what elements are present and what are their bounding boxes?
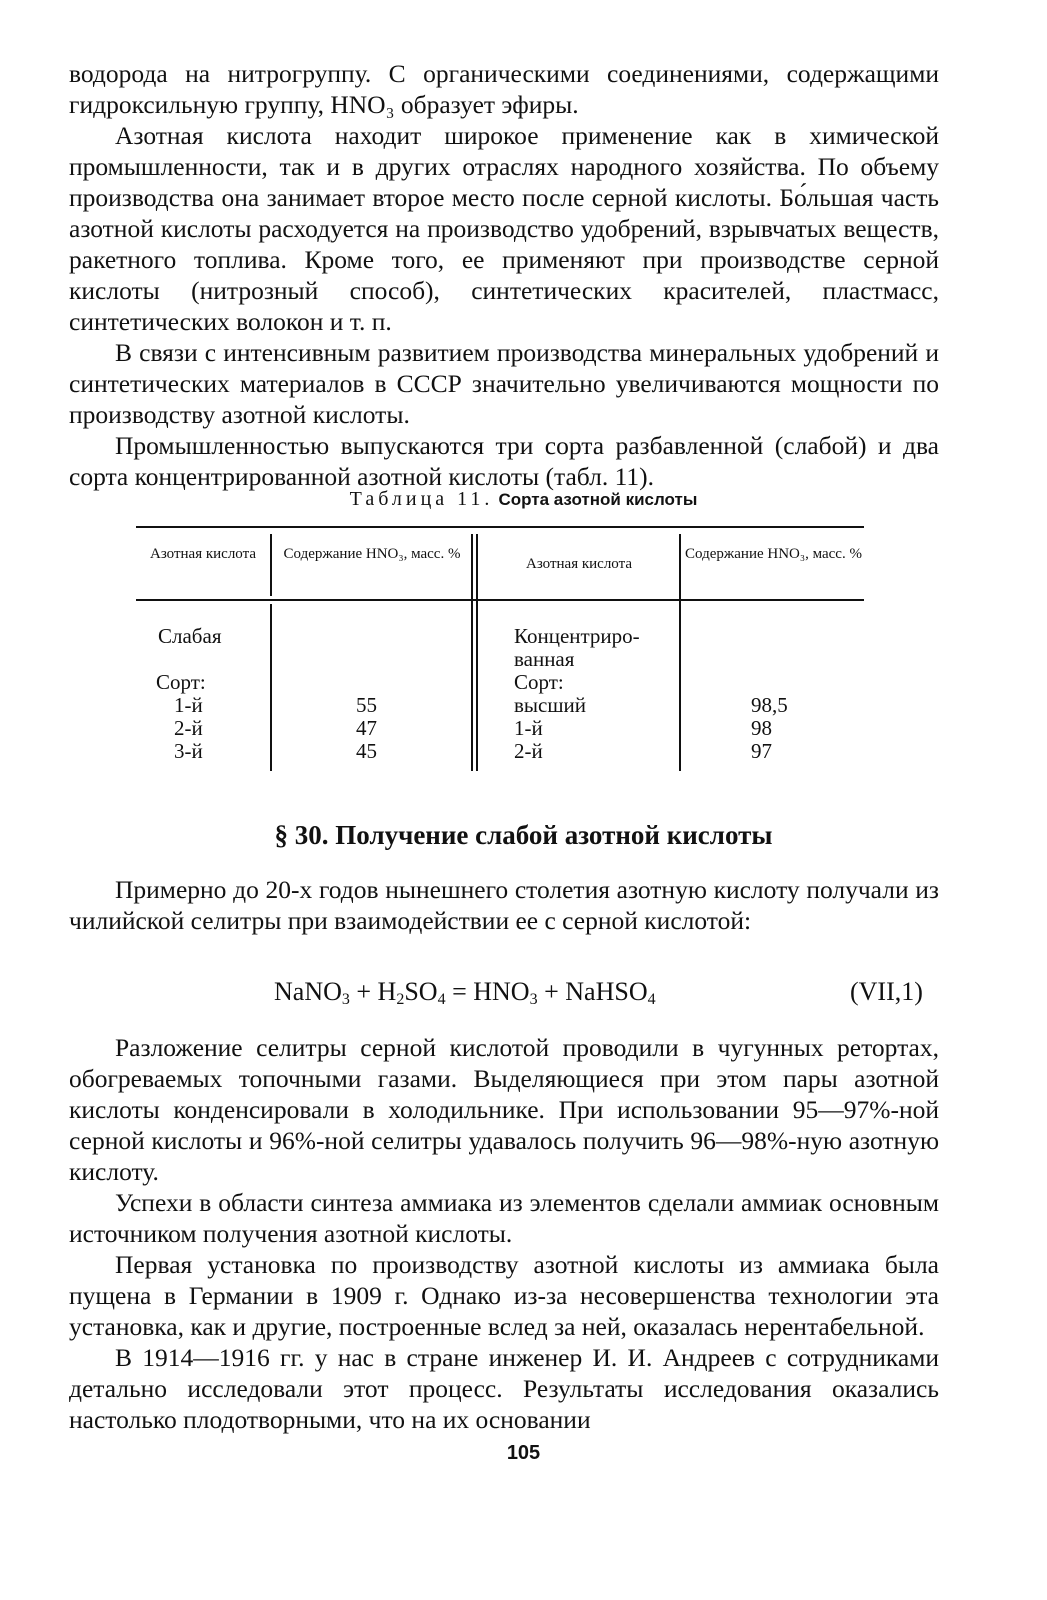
conc-grade: 2-й bbox=[514, 739, 543, 763]
paragraph: Промышленностью выпускаются три сорта разбавленной (слабой) и два сорта концентрированной азотной кислоты (табл. 11). bbox=[69, 431, 939, 491]
conc-value: 97 bbox=[751, 739, 772, 763]
weak-grade: 1-й bbox=[174, 693, 203, 717]
section-title: § 30. Получение слабой азотной кислоты bbox=[274, 820, 773, 850]
header-content-left: Содержание HNO₃, масс. % bbox=[283, 546, 461, 562]
weak-grade: 3-й bbox=[174, 739, 203, 763]
header-content-right: Содержание HNO₃, масс. % bbox=[685, 546, 862, 562]
table-caption bbox=[0, 488, 1047, 511]
text-block-bottom bbox=[69, 1032, 939, 1435]
conc-value: 98 bbox=[751, 716, 772, 740]
text-block-top bbox=[69, 58, 939, 492]
weak-value: 47 bbox=[356, 716, 377, 740]
grades-table bbox=[136, 526, 864, 771]
reaction-equation: NaNO$_3$ + $H_2SO_4 = HNO_3$ + NaHSO$_4$ bbox=[274, 977, 656, 1008]
paragraph: Успехи в области синтеза аммиака из элементов сделали аммиак основным источником получения азотной кислоты. bbox=[69, 1188, 939, 1248]
conc-grade: 1-й bbox=[514, 716, 543, 740]
paragraph: Азотная кислота находит широкое применение как в химической промышленности, так и в других отраслях народного хозяйства. По объему производства она занимает второе место после серной кислоты. Бо́льшая часть азотной кислоты расходуется на производство удобрений, взрывчатых веществ, ракетного топлива. Кроме того, ее применяют при производстве серной кислоты (нитрозный способ), синтетических красителей, пластмасс, синтетических волокон и т. п. bbox=[69, 121, 939, 336]
conc-acid-label-1: Концентриро- bbox=[514, 624, 640, 648]
page-number: 105 bbox=[506, 1442, 541, 1464]
weak-value: 45 bbox=[356, 739, 377, 763]
equation-number: (VII,1) bbox=[850, 977, 923, 1006]
conc-value: 98,5 bbox=[751, 693, 788, 717]
weak-acid-label: Слабая bbox=[158, 624, 222, 648]
paragraph: В связи с интенсивным развитием производства минеральных удобрений и синтетических материалов в СССР значительно увеличиваются мощности по производству азотной кислоты. bbox=[69, 338, 939, 429]
paragraph: Разложение селитры серной кислотой проводили в чугунных ретортах, обогреваемых топочными газами. Выделяющиеся при этом пары азотной кислоты конденсировали в холодильнике. При использовании 95—97%-ной серной кислоты и 96%-ной селитры удавалось получить 96—98%-ную азотную кислоту. bbox=[69, 1033, 939, 1186]
header-acid-left: Азотная кислота bbox=[149, 546, 257, 562]
paragraph: Примерно до 20-х годов нынешнего столетия азотную кислоту получали из чилийской селитры при взаимодействии ее с серной кислотой: bbox=[69, 875, 939, 935]
weak-value: 55 bbox=[356, 693, 377, 717]
header-acid-right: Азотная кислота bbox=[525, 556, 633, 572]
weak-grade: 2-й bbox=[174, 716, 203, 740]
paragraph: водорода на нитрогруппу. С органическими соединениями, содержащими гидроксильную группу, HNO₃ образует эфиры. bbox=[69, 59, 939, 119]
paragraph: В 1914—1916 гг. у нас в стране инженер И. И. Андреев с сотрудниками детально исследовали этот процесс. Результаты исследования оказались настолько плодотворными, что на их основании bbox=[69, 1343, 939, 1434]
weak-grade-label: Сорт: bbox=[156, 670, 206, 694]
table-caption-title: Сорта азотной кислоты bbox=[498, 490, 698, 509]
conc-grade-label: Сорт: bbox=[514, 670, 564, 694]
text-block-intro bbox=[69, 874, 939, 936]
table-caption-prefix: Таблица 11. bbox=[349, 488, 494, 510]
conc-grade: высший bbox=[514, 693, 586, 717]
conc-acid-label-2: ванная bbox=[514, 647, 575, 671]
paragraph: Первая установка по производству азотной кислоты из аммиака была пущена в Германии в 1909 г. Однако из-за несовершенства технологии эта установка, как и другие, построенные вслед за ней, оказалась нерентабельной. bbox=[69, 1250, 939, 1341]
